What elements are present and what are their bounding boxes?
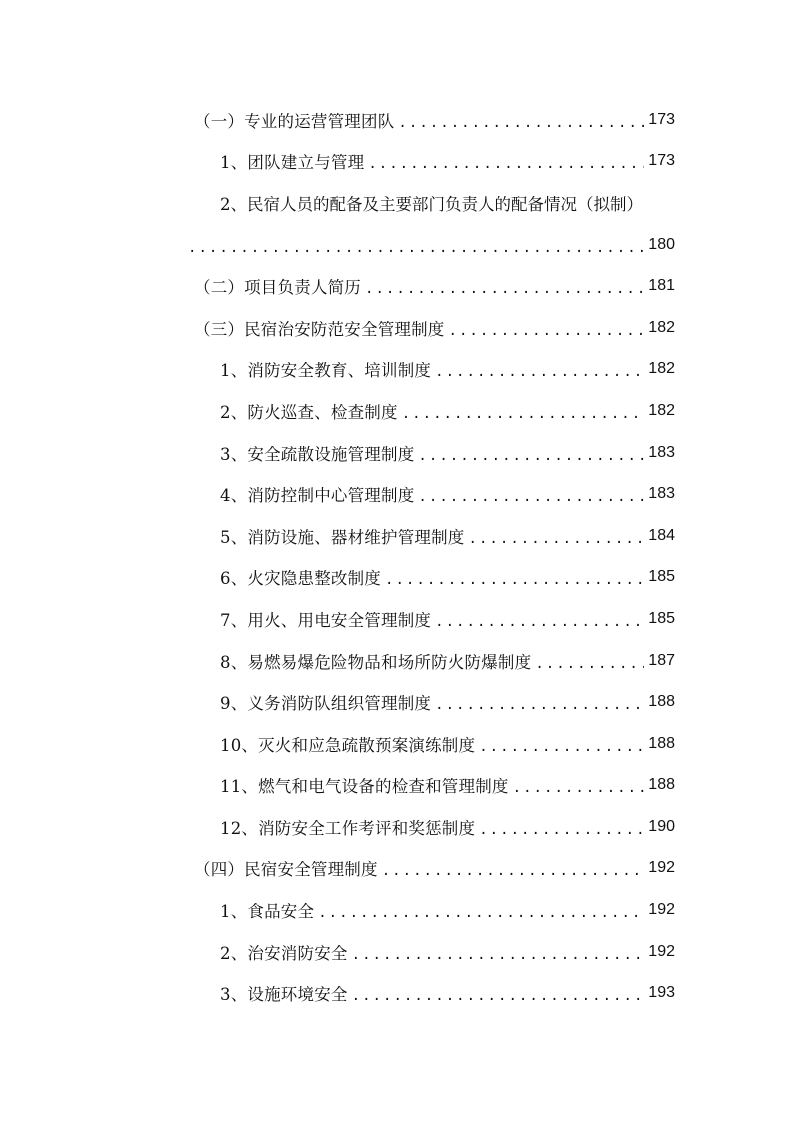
table-of-contents [188,99,675,1014]
toc-page-number: 184 [648,526,675,544]
toc-dot-leader [352,948,645,962]
toc-entry-label: 2、民宿人员的配备及主要部门负责人的配备情况（拟制） [220,194,643,214]
toc-dot-leader [188,241,644,255]
toc-entry[interactable] [188,889,675,931]
toc-page-number: 192 [648,901,675,919]
toc-dot-leader [318,906,644,920]
toc-entry-label: （三）民宿治安防范安全管理制度 [194,319,445,339]
toc-entry-label: 3、安全疏散设施管理制度 [220,444,415,464]
toc-dot-leader [435,698,644,712]
toc-entry[interactable] [188,99,675,141]
toc-entry[interactable] [188,473,675,515]
toc-entry-label: 8、易燃易爆危险物品和场所防火防爆制度 [220,652,532,672]
toc-entry-label: 10、灭火和应急疏散预案演练制度 [220,735,476,755]
toc-dot-leader [469,532,645,546]
toc-page-number: 192 [648,942,675,960]
toc-entry-label: 9、义务消防队组织管理制度 [220,694,432,714]
toc-entry-label: 7、用火、用电安全管理制度 [220,610,432,630]
toc-page-number: 188 [648,734,675,752]
toc-entry-label: （四）民宿安全管理制度 [194,860,378,880]
toc-dot-leader [352,989,645,1003]
toc-entry-label: 3、设施环境安全 [220,985,348,1005]
toc-entry[interactable] [188,931,675,973]
toc-entry-label: 11、燃气和电气设备的检查和管理制度 [220,777,509,797]
toc-dot-leader [435,615,644,629]
toc-dot-leader [435,365,644,379]
toc-dot-leader [382,864,645,878]
toc-entry-label: 4、消防控制中心管理制度 [220,486,415,506]
toc-entry[interactable] [188,307,675,349]
toc-page-number: 193 [648,984,675,1002]
toc-entry-label: 2、防火巡查、检查制度 [220,402,398,422]
toc-entry-label: 1、食品安全 [220,902,315,922]
toc-dot-leader [513,781,645,795]
toc-entry[interactable] [188,432,675,474]
toc-entry-wrapped-first-line[interactable] [188,182,675,224]
toc-page-number: 173 [648,152,675,170]
toc-page-number: 187 [648,651,675,669]
toc-entry[interactable] [188,390,675,432]
toc-entry[interactable] [188,598,675,640]
toc-dot-leader [418,490,644,504]
toc-entry-label: 2、治安消防安全 [220,943,348,963]
toc-entry[interactable] [188,806,675,848]
toc-entry[interactable] [188,515,675,557]
toc-page-number: 173 [648,110,675,128]
toc-dot-leader [385,573,644,587]
toc-entry-label: 12、消防安全工作考评和奖惩制度 [220,818,476,838]
toc-page-number: 185 [648,568,675,586]
toc-page-number: 180 [648,235,675,253]
toc-dot-leader [449,324,645,338]
toc-entry-label: 1、消防安全教育、培训制度 [220,361,432,381]
toc-page-number: 188 [648,776,675,794]
toc-page-number: 183 [648,485,675,503]
toc-entry[interactable] [188,265,675,307]
toc-entry[interactable] [188,681,675,723]
toc-dot-leader [418,449,644,463]
toc-page-number: 188 [648,693,675,711]
toc-dot-leader [402,407,645,421]
toc-dot-leader [398,116,644,130]
toc-entry-label: 1、团队建立与管理 [220,153,365,173]
toc-entry-label: 5、消防设施、器材维护管理制度 [220,527,465,547]
toc-entry-label: 6、火灾隐患整改制度 [220,569,381,589]
toc-page-number: 183 [648,443,675,461]
toc-entry[interactable] [188,557,675,599]
toc-page-number: 190 [648,817,675,835]
toc-entry[interactable] [188,349,675,391]
toc-entry-label: （二）项目负责人简历 [194,278,361,298]
toc-page-number: 192 [648,859,675,877]
toc-dot-leader [535,657,644,671]
toc-dot-leader [368,157,644,171]
toc-entry[interactable] [188,141,675,183]
toc-page-number: 182 [648,401,675,419]
toc-page-number: 181 [648,277,675,295]
toc-page-number: 185 [648,609,675,627]
toc-entry[interactable] [188,848,675,890]
toc-dot-leader [479,740,644,754]
toc-page-number: 182 [648,318,675,336]
toc-entry[interactable] [188,765,675,807]
toc-page-number: 182 [648,360,675,378]
toc-entry-label: （一）专业的运营管理团队 [194,111,395,131]
toc-entry[interactable] [188,640,675,682]
toc-entry[interactable] [188,972,675,1014]
toc-entry[interactable] [188,723,675,765]
toc-dot-leader [479,823,644,837]
toc-entry-wrapped-second-line[interactable] [188,224,675,266]
toc-dot-leader [365,282,644,296]
